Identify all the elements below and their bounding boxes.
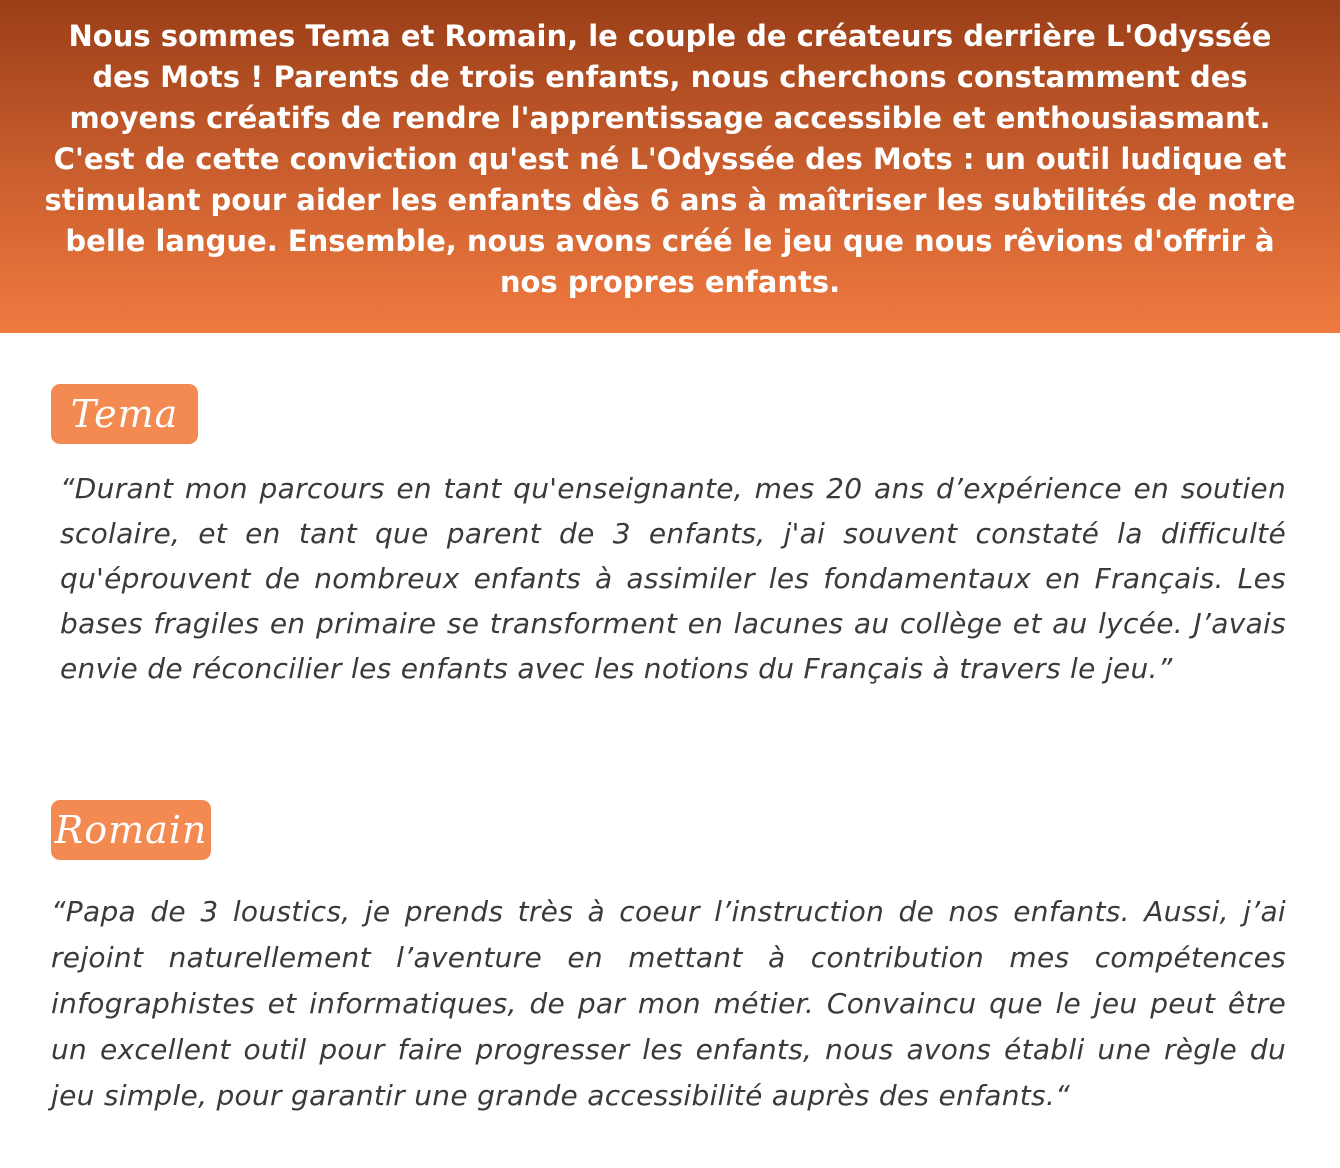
name-tag-romain: Romain <box>51 800 211 860</box>
intro-text: Nous sommes Tema et Romain, le couple de créateurs derrière L'Odyssée des Mots ! Parents de trois enfants, nous cherchons constamment des moyens créatifs de rendre l'apprentissage accessible et enthousiasmant. C'est de cette conviction qu'est né L'Odyssée des Mots : un outil ludique et stimulant pour aider les enfants dès 6 ans à maîtriser les subtilités de notre belle langue. Ensemble, nous avons créé le jeu que nous rêvions d'offrir à nos propres enfants. <box>44 19 1296 299</box>
intro-banner <box>0 0 1340 333</box>
quote-tema: “Durant mon parcours en tant qu'enseignante, mes 20 ans d’expérience en soutien scolaire, et en tant que parent de 3 enfants, j'ai souvent constaté la difficulté qu'éprouvent de nombreux enfants à assimiler les fondamentaux en Français. Les bases fragiles en primaire se transforment en lacunes au collège et au lycée. J’avais envie de réconcilier les enfants avec les notions du Français à travers le jeu.” <box>60 472 1286 685</box>
name-tag-tema: Tema <box>51 384 198 444</box>
quote-romain: “Papa de 3 loustics, je prends très à coeur l’instruction de nos enfants. Aussi, j’ai rejoint naturellement l’aventure en mettant à contribution mes compétences infographistes et informatiques, de par mon métier. Convaincu que le jeu peut être un excellent outil pour faire progresser les enfants, nous avons établi une règle du jeu simple, pour garantir une grande accessibilité auprès des enfants.“ <box>51 895 1286 1112</box>
